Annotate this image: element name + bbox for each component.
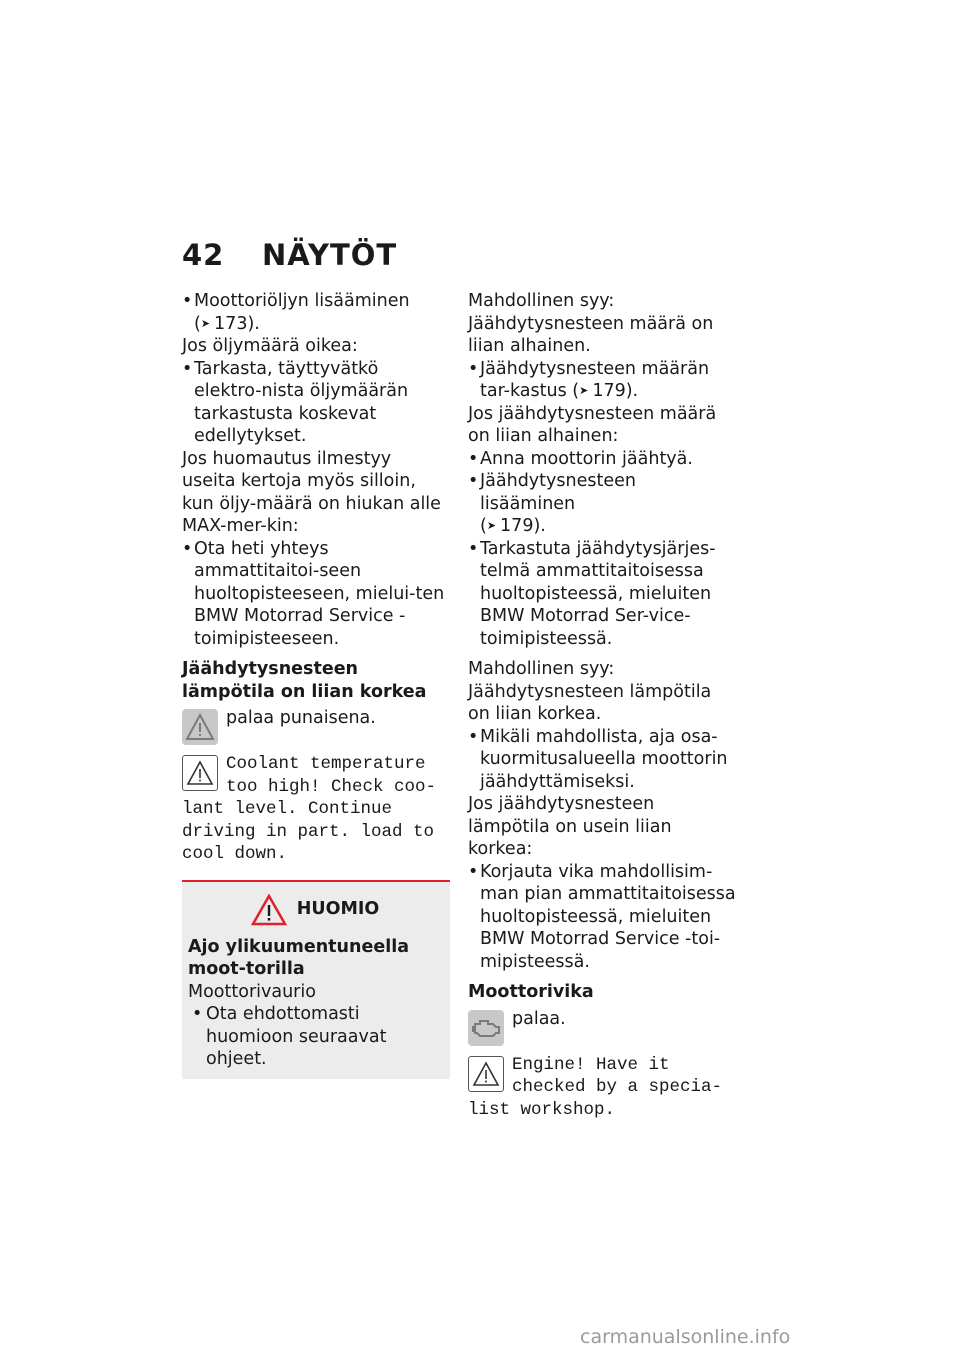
warning-triangle-icon [182, 755, 218, 791]
paragraph: Jos öljymäärä oikea: [182, 336, 358, 356]
caution-icon [251, 894, 287, 926]
list-item: • Moottoriöljyn lisääminen (➤ 173). [182, 290, 450, 335]
list-item: • Ota ehdottomasti huomioon seuraavat ohjeet. [188, 1003, 442, 1071]
right-column [468, 290, 736, 1121]
warning-triangle-icon [468, 1056, 504, 1092]
display-message: Engine! Have it checked by a specia- list workshop. [468, 1054, 723, 1120]
paragraph: Mahdollinen syy: [468, 659, 615, 679]
notice-title: Ajo ylikuumentuneella moot-torilla [188, 936, 410, 979]
section-heading: Moottorivika [468, 982, 594, 1002]
notice-subtitle: Moottorivaurio [188, 981, 316, 1002]
lamp-status-text: palaa. [512, 1008, 566, 1029]
warning-lamp-row [182, 707, 450, 745]
paragraph: Jos huomautus ilmestyy useita kertoja myös silloin, kun öljy-määrä on hiukan alle MAX-mer-kin: [182, 448, 441, 536]
section-heading: Jäähdytysnesteen lämpötila on liian korkea [182, 659, 427, 702]
list-item: • Korjauta vika mahdollisim-man pian ammattitaitoisessa huoltopisteessä, mieluiten BMW Motorrad Service -toi-mipisteessä. [468, 861, 736, 974]
page-reference-arrow-icon[interactable]: ➤ [579, 384, 589, 397]
list-item: • Anna moottorin jäähtyä. [468, 448, 736, 471]
notice-header [188, 894, 442, 926]
paragraph: Jäähdytysnesteen määrä on liian alhainen. [468, 313, 714, 356]
page-header [182, 238, 397, 272]
page-number: 42 [182, 238, 225, 272]
left-column [182, 290, 450, 1079]
list-item: • Ota heti yhteys ammattitaitoi-seen huoltopisteeseen, mielui-ten BMW Motorrad Service -toimipisteeseen. [182, 538, 450, 651]
engine-lamp-row [468, 1008, 736, 1046]
display-message: Coolant temperature too high! Check coo- lant level. Continue driving in part. load to cool down. [182, 754, 437, 864]
paragraph: Jäähdytysnesteen lämpötila on liian korkea. [468, 681, 712, 724]
list-item: • Tarkastuta jäähdytysjärjes-telmä ammattitaitoisessa huoltopisteessä, mieluiten BMW Motorrad Ser-vice-toimipisteessä. [468, 538, 736, 651]
warning-triangle-icon [182, 709, 218, 745]
page-title: NÄYTÖT [262, 238, 398, 272]
page-reference-arrow-icon[interactable]: ➤ [486, 519, 497, 532]
lamp-status-text: palaa punaisena. [226, 708, 376, 728]
notice-box [182, 880, 450, 1079]
paragraph: Jos jäähdytysnesteen määrä on liian alhainen: [468, 403, 717, 446]
list-item: • Jäähdytysnesteen määrän tar-kastus (➤ 179). [468, 358, 736, 403]
list-item: • Tarkasta, täyttyvätkö elektro-nista öljymäärän tarkastusta koskevat edellytykset. [182, 358, 450, 448]
notice-label: HUOMIO [296, 899, 380, 920]
engine-icon [468, 1010, 504, 1046]
paragraph: Mahdollinen syy: [468, 291, 615, 311]
list-item: • Jäähdytysnesteen lisääminen (➤ 179). [468, 470, 736, 538]
list-item: • Mikäli mahdollista, aja osa-kuormitusalueella moottorin jäähdyttämiseksi. [468, 726, 736, 794]
paragraph: Jos jäähdytysnesteen lämpötila on usein liian korkea: [468, 794, 672, 859]
page-reference-arrow-icon[interactable]: ➤ [200, 316, 211, 330]
watermark[interactable]: carmanualsonline.info [580, 1326, 791, 1348]
